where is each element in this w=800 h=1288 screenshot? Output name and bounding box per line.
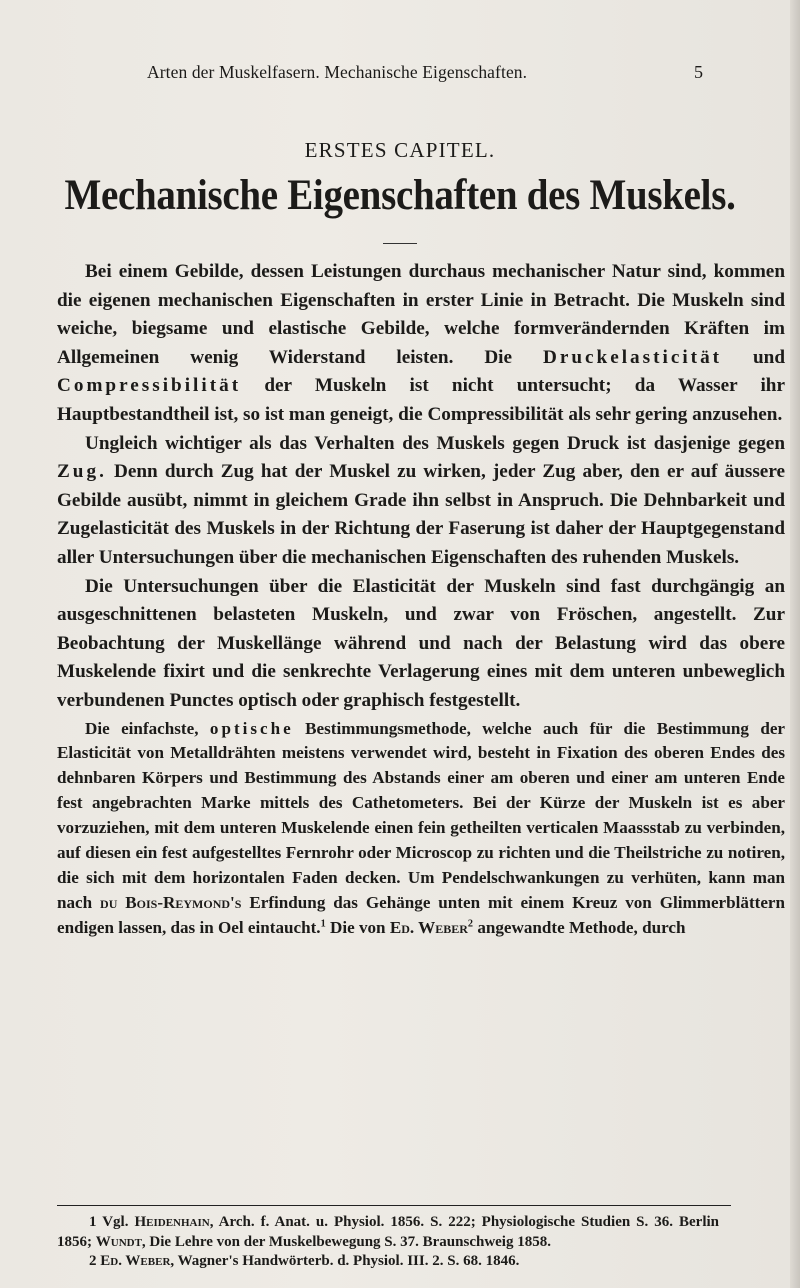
- spaced-term: Compressibilität: [57, 375, 242, 397]
- footnote-1: 1 Vgl. Heidenhain, Arch. f. Anat. u. Physiol. 1856. S. 222; Physiologische Studien S. 36. Berlin 1856; Wundt, Die Lehre von der Muskelbewegung S. 37. Braunschweig 1858.: [57, 1214, 719, 1250]
- paragraph-4-small-print: Die einfachste, optische Bestimmungsmethode, welche auch für die Bestimmung der Elasticität von Metalldrähten meistens verwendet wird, besteht in Fixation des oberen Endes des dehnbaren Körpers und Bestimmung des Abstands einer am oberen und einer am unteren Ende fest angebrachten Marke mittels des Cathetometers. Bei der Kürze der Muskeln ist es aber vorzuziehen, mit dem unteren Muskelende einen fein getheilten verticalen Maassstab zu verbinden, auf diesen ein fest aufgestelltes Fernrohr oder Microscop zu richten und die Theilstriche zu notiren, die sich mit dem horizontalen Faden decken. Um Pendelschwankungen zu verhüten, kann man nach du Bois-Reymond's Erfindung das Gehänge unten mit einem Kreuz von Glimmerblättern endigen lassen, das in Oel eintaucht.$^1$ Die von Ed. Weber$^2$ angewandte Methode, durch: [57, 718, 786, 937]
- footnotes: [57, 1213, 719, 1272]
- body-text: [57, 258, 785, 941]
- running-title: Arten der Muskelfasern. Mechanische Eigenschaften.: [147, 62, 528, 82]
- footnote-ref-2: 2: [467, 918, 474, 930]
- spaced-term: optische: [209, 718, 294, 738]
- paragraph-2: Ungleich wichtiger als das Verhalten des Muskels gegen Druck ist dasjenige gegen Zug. Denn durch Zug hat der Muskel zu wirken, jeder Zug aber, den er auf äussere Gebilde ausübt, nimmt in gleichem Grade ihn selbst in Anspruch. Die Dehnbarkeit und Zugelasticität des Muskels in der Richtung der Faserung ist daher der Hauptgegenstand aller Untersuchungen über die mechanischen Eigenschaften des ruhenden Muskels.: [57, 432, 786, 568]
- footnote-ref-1: 1: [320, 918, 326, 930]
- spaced-term: Zug.: [57, 461, 107, 483]
- paragraph-1: Bei einem Gebilde, dessen Leistungen durchaus mechanischer Natur sind, kommen die eigenen mechanischen Eigenschaften in erster Linie in Betracht. Die Muskeln sind weiche, biegsame und elastische Gebilde, welche formverändernden Kräften im Allgemeinen wenig Widerstand leisten. Die Druckelasticität und Compressibilität der Muskeln ist nicht untersucht; da Wasser ihr Hauptbestandtheil ist, so ist man geneigt, die Compressibilität als sehr gering anzusehen.: [57, 261, 786, 425]
- chapter-title: Mechanische Eigenschaften des Muskels.: [64, 171, 736, 220]
- author-name: du Bois-Reymond's: [100, 892, 242, 912]
- footnote-rule: [57, 1205, 731, 1206]
- spaced-term: Druckelasticität: [542, 346, 723, 368]
- title-divider: [383, 243, 417, 244]
- author-name: Ed. Weber: [389, 917, 468, 937]
- paragraph-3: Die Untersuchungen über die Elasticität der Muskeln sind fast durchgängig an ausgeschnittenen belasteten Muskeln, und zwar von Fröschen, angestellt. Zur Beobachtung der Muskellänge während und nach der Belastung wird das obere Muskelende fixirt und die senkrechte Verlagerung eines mit dem unteren unbeweglich verbundenen Punctes optisch oder graphisch festgestellt.: [57, 575, 785, 711]
- chapter-label: ERSTES CAPITEL.: [304, 138, 496, 162]
- footnote-2: 2 Ed. Weber, Wagner's Handwörterb. d. Physiol. III. 2. S. 68. 1846.: [89, 1253, 520, 1269]
- page-number: 5: [694, 62, 704, 82]
